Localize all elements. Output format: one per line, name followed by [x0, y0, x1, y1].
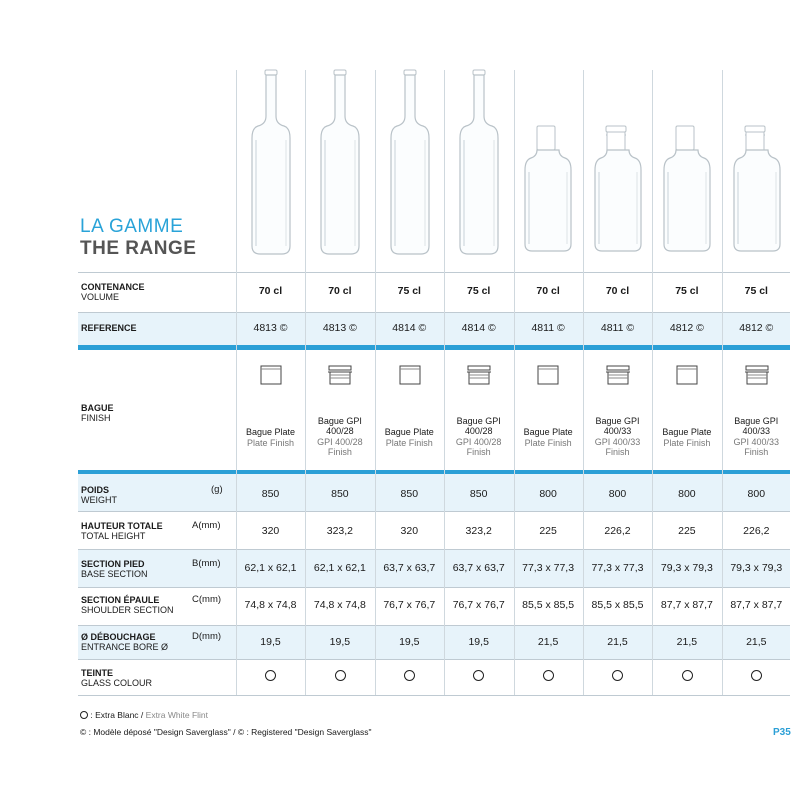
column-separator — [444, 70, 445, 695]
table-cell-bore: 19,5 — [399, 636, 420, 648]
bottle-image — [521, 124, 575, 259]
finish-label-fr: Bague Plate — [384, 427, 434, 437]
finish-label-fr: Bague Plate — [245, 427, 296, 437]
table-cell-shoulder: 85,5 x 85,5 — [591, 599, 644, 611]
row-line — [78, 272, 790, 273]
table-cell-weight: 800 — [747, 488, 766, 500]
table-cell-volume: 70 cl — [258, 285, 283, 297]
table-cell-weight: 850 — [261, 488, 280, 500]
table-cell-weight: 800 — [678, 488, 696, 500]
unit-bore: D(mm) — [192, 631, 222, 642]
table-cell-height: 226,2 — [604, 525, 631, 537]
label-finish: BAGUE FINISH — [81, 403, 114, 423]
table-cell-weight: 850 — [400, 488, 419, 500]
unit-base: B(mm) — [192, 558, 221, 569]
table-cell-height: 225 — [678, 525, 696, 537]
label-height: HAUTEUR TOTALE TOTAL HEIGHT — [81, 521, 163, 541]
finish-label-fr: Bague GPI 400/33 — [734, 416, 779, 436]
table-cell-weight: 850 — [331, 488, 349, 500]
title-fr: LA GAMME — [80, 216, 184, 237]
column-separator — [514, 70, 515, 695]
finish-label-fr: Bague Plate — [523, 427, 573, 437]
label-base: SECTION PIED BASE SECTION — [81, 559, 148, 579]
table-cell-base: 63,7 x 63,7 — [452, 562, 505, 574]
finish-label-en: Plate Finish — [524, 438, 572, 448]
table-cell-height: 323,2 — [326, 525, 354, 537]
row-line — [78, 312, 790, 313]
title-en: THE RANGE — [80, 238, 197, 259]
finish-label-fr: Bague GPI 400/33 — [595, 416, 640, 436]
unit-height: A(mm) — [192, 520, 221, 531]
row-line — [78, 625, 790, 626]
bottle-image — [315, 68, 365, 263]
table-cell-bore: 21,5 — [676, 636, 698, 648]
table-cell-shoulder: 76,7 x 76,7 — [383, 599, 436, 611]
extra-white-symbol — [404, 670, 415, 681]
plate-finish-icon — [256, 365, 286, 390]
bottle-image — [454, 68, 504, 263]
plate-finish-icon — [533, 365, 563, 390]
table-cell-volume: 75 cl — [397, 285, 421, 297]
unit-weight: (g) — [211, 484, 223, 495]
table-cell-base: 77,3 x 77,3 — [522, 562, 575, 574]
legend-line — [80, 710, 208, 720]
table-cell-shoulder: 74,8 x 74,8 — [313, 599, 366, 611]
finish-label-fr: Bague GPI 400/28 — [317, 416, 362, 436]
table-cell-reference: 4811 © — [531, 322, 565, 334]
table-cell-bore: 21,5 — [607, 636, 628, 648]
gpi-finish-icon — [603, 365, 633, 390]
table-cell-bore: 21,5 — [537, 636, 559, 648]
row-line — [78, 695, 790, 696]
table-cell-base: 77,3 x 77,3 — [591, 562, 644, 574]
finish-label-en: GPI 400/28 Finish — [455, 437, 502, 457]
plate-finish-icon — [672, 365, 702, 390]
table-cell-height: 320 — [261, 525, 280, 537]
column-separator — [305, 70, 306, 695]
label-reference: REFERENCE — [81, 323, 137, 333]
table-cell-reference: 4814 © — [461, 322, 496, 334]
table-cell-volume: 70 cl — [605, 285, 630, 297]
row-line — [78, 659, 790, 660]
table-cell-height: 323,2 — [465, 525, 492, 537]
row-line — [78, 587, 790, 588]
table-cell-shoulder: 85,5 x 85,5 — [522, 599, 575, 611]
table-cell-reference: 4811 © — [600, 322, 635, 334]
extra-white-symbol — [335, 670, 346, 681]
table-cell-volume: 75 cl — [467, 285, 491, 297]
table-cell-reference: 4814 © — [392, 322, 427, 334]
table-cell-height: 320 — [400, 525, 419, 537]
table-cell-bore: 19,5 — [260, 636, 281, 648]
finish-label-en: GPI 400/33 Finish — [594, 437, 641, 457]
registered-note: © : Modèle déposé "Design Saverglass" / © : Registered "Design Saverglass" — [80, 727, 372, 737]
plate-finish-icon — [395, 365, 425, 390]
extra-white-symbol — [80, 711, 88, 719]
table-cell-base: 62,1 x 62,1 — [244, 562, 297, 574]
extra-white-symbol — [543, 670, 554, 681]
bottle-image — [385, 68, 435, 263]
table-cell-volume: 70 cl — [536, 285, 560, 297]
range-title — [80, 216, 196, 260]
finish-label-fr: Bague Plate — [662, 427, 712, 437]
table-cell-volume: 75 cl — [744, 285, 768, 297]
row-line — [78, 549, 790, 550]
table-cell-shoulder: 76,7 x 76,7 — [452, 599, 505, 611]
table-cell-base: 63,7 x 63,7 — [383, 562, 436, 574]
table-cell-volume: 75 cl — [675, 285, 699, 297]
table-cell-reference: 4812 © — [739, 322, 774, 334]
extra-white-symbol — [682, 670, 693, 681]
label-weight: POIDS WEIGHT — [81, 485, 117, 505]
table-cell-shoulder: 87,7 x 87,7 — [730, 599, 783, 611]
legend-en: Extra White Flint — [145, 710, 209, 720]
bottle-image — [660, 124, 714, 259]
table-cell-weight: 800 — [539, 488, 557, 500]
label-bore: Ø DÉBOUCHAGE ENTRANCE BORE Ø — [81, 632, 169, 652]
legend-fr: : Extra Blanc / — [90, 710, 146, 720]
label-volume: CONTENANCE VOLUME — [81, 282, 145, 302]
bottle-image — [591, 124, 645, 259]
column-separator — [375, 70, 376, 695]
row-line — [78, 511, 790, 512]
table-cell-reference: 4812 © — [669, 322, 704, 334]
table-cell-base: 79,3 x 79,3 — [730, 562, 783, 574]
label-colour: TEINTE GLASS COLOUR — [81, 668, 153, 688]
table-cell-base: 79,3 x 79,3 — [660, 562, 713, 574]
table-cell-height: 226,2 — [743, 525, 770, 537]
gpi-finish-icon — [325, 365, 355, 390]
table-cell-base: 62,1 x 62,1 — [313, 562, 366, 574]
unit-shoulder: C(mm) — [192, 594, 222, 605]
table-cell-shoulder: 87,7 x 87,7 — [660, 599, 713, 611]
bottle-image — [246, 68, 296, 263]
bottle-image — [730, 124, 784, 259]
table-cell-weight: 850 — [469, 488, 488, 500]
table-cell-bore: 19,5 — [329, 636, 351, 648]
label-shoulder: SECTION ÉPAULE SHOULDER SECTION — [81, 595, 174, 615]
page-number: P35 — [773, 727, 791, 738]
finish-label-en: GPI 400/33 Finish — [733, 437, 780, 457]
finish-label-en: Plate Finish — [663, 438, 711, 448]
extra-white-symbol — [751, 670, 762, 681]
finish-label-en: Plate Finish — [385, 438, 433, 448]
table-cell-weight: 800 — [608, 488, 627, 500]
gpi-finish-icon — [464, 365, 494, 390]
finish-label-en: Plate Finish — [246, 438, 295, 448]
column-separator — [652, 70, 653, 695]
table-cell-reference: 4813 © — [253, 322, 288, 334]
column-separator — [236, 70, 237, 695]
table-cell-volume: 70 cl — [328, 285, 352, 297]
table-cell-bore: 19,5 — [468, 636, 489, 648]
gpi-finish-icon — [742, 365, 772, 390]
table-cell-shoulder: 74,8 x 74,8 — [244, 599, 297, 611]
column-separator — [583, 70, 584, 695]
finish-label-en: GPI 400/28 Finish — [317, 437, 363, 457]
finish-label-fr: Bague GPI 400/28 — [456, 416, 501, 436]
table-cell-height: 225 — [539, 525, 557, 537]
table-cell-bore: 21,5 — [746, 636, 767, 648]
column-separator — [722, 70, 723, 695]
table-cell-reference: 4813 © — [322, 322, 357, 334]
